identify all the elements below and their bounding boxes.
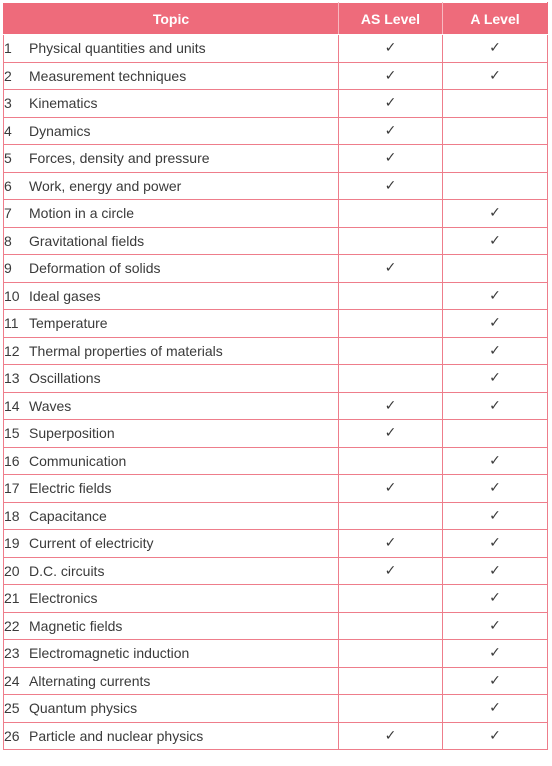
topic-number: 19 [4,535,20,552]
a-level-cell [443,227,548,255]
topic-number: 13 [4,370,20,387]
a-level-cell [443,145,548,173]
a-level-cell [443,640,548,668]
as-level-cell [339,62,443,90]
topic-number: 14 [4,397,20,414]
a-level-cell [443,585,548,613]
table-row [4,337,548,365]
as-level-cell [339,282,443,310]
topic-name: Oscillations [29,370,101,387]
topic-header: Topic [4,3,339,35]
a-level-cell [443,282,548,310]
topic-number: 21 [4,590,20,607]
topic-cell [4,475,339,503]
topic-number: 7 [4,205,12,222]
table-row [4,227,548,255]
topic-cell [4,282,339,310]
topic-name: Magnetic fields [29,617,123,634]
as-level-cell [339,365,443,393]
a-level-cell [443,117,548,145]
table-row [4,447,548,475]
table-row [4,585,548,613]
table-row [4,557,548,585]
as-level-cell [339,585,443,613]
topic-cell [4,255,339,283]
topic-cell [4,172,339,200]
checkmark-icon: ✓ [384,480,397,497]
topic-cell [4,502,339,530]
as-level-cell [339,310,443,338]
a-level-cell [443,530,548,558]
topic-number: 20 [4,562,20,579]
table-row [4,145,548,173]
table-row [4,722,548,750]
topic-name: Physical quantities and units [29,40,206,57]
table-row [4,35,548,63]
topic-cell [4,612,339,640]
topic-cell [4,667,339,695]
checkmark-icon: ✓ [384,260,397,277]
a-level-cell [443,62,548,90]
a-level-cell [443,90,548,118]
topic-number: 1 [4,40,12,57]
topic-cell [4,145,339,173]
checkmark-icon: ✓ [489,535,501,552]
checkmark-icon: ✓ [489,67,501,84]
topic-number: 11 [4,315,19,332]
a-level-cell [443,612,548,640]
checkmark-icon: ✓ [489,287,501,304]
checkmark-icon: ✓ [489,590,501,607]
topic-name: Alternating currents [29,672,151,689]
topic-number: 5 [4,150,12,167]
checkmark-icon: ✓ [489,397,501,414]
topic-name: Gravitational fields [29,232,145,249]
topic-cell [4,585,339,613]
as-level-cell [339,640,443,668]
a-level-cell [443,502,548,530]
topic-cell [4,62,339,90]
table-row [4,117,548,145]
as-level-cell [339,420,443,448]
as-level-cell [339,35,443,63]
topic-name: Electromagnetic induction [29,645,190,662]
table-row [4,612,548,640]
as-level-cell [339,227,443,255]
a-level-cell [443,557,548,585]
checkmark-icon: ✓ [384,150,397,167]
topic-name: Superposition [29,425,115,442]
checkmark-icon: ✓ [384,562,397,579]
topic-name: Current of electricity [29,535,154,552]
topic-number: 8 [4,232,12,249]
topic-name: Temperature [29,315,108,332]
as-level-cell [339,255,443,283]
a-level-cell [443,35,548,63]
checkmark-icon: ✓ [489,370,501,387]
topic-name: Motion in a circle [29,205,135,222]
a-level-cell [443,255,548,283]
as-level-cell [339,145,443,173]
as-level-cell [339,557,443,585]
topic-number: 22 [4,617,20,634]
checkmark-icon: ✓ [489,40,501,57]
topic-name: Capacitance [29,507,107,524]
checkmark-icon: ✓ [489,672,501,689]
a-level-cell [443,200,548,228]
as-level-cell [339,200,443,228]
table-body [4,35,548,750]
as-level-cell [339,530,443,558]
as-level-cell [339,117,443,145]
checkmark-icon: ✓ [489,342,501,359]
checkmark-icon: ✓ [384,95,397,112]
topics-table [3,2,548,750]
topic-name: Thermal properties of materials [29,342,223,359]
as-level-cell [339,475,443,503]
topic-number: 18 [4,507,20,524]
topic-cell [4,722,339,750]
topic-number: 12 [4,342,20,359]
table-row [4,200,548,228]
topic-number: 2 [4,67,12,84]
table-row [4,90,548,118]
table-row [4,667,548,695]
a-level-header: A Level [443,3,548,35]
topic-number: 6 [4,177,12,194]
a-level-cell [443,667,548,695]
checkmark-icon: ✓ [489,727,501,744]
checkmark-icon: ✓ [489,645,501,662]
topic-name: D.C. circuits [29,562,105,579]
table-row [4,62,548,90]
topic-number: 3 [4,95,12,112]
as-level-cell [339,722,443,750]
checkmark-icon: ✓ [384,397,397,414]
topic-number: 9 [4,260,12,277]
a-level-cell [443,475,548,503]
topic-name: Kinematics [29,95,98,112]
topic-number: 17 [4,480,20,497]
topic-cell [4,530,339,558]
topic-number: 25 [4,700,20,717]
checkmark-icon: ✓ [489,205,501,222]
topic-number: 15 [4,425,20,442]
topic-cell [4,35,339,63]
topic-number: 24 [4,672,20,689]
table-row [4,502,548,530]
table-row [4,365,548,393]
checkmark-icon: ✓ [489,315,501,332]
checkmark-icon: ✓ [384,535,397,552]
as-level-cell [339,667,443,695]
as-level-cell [339,695,443,723]
checkmark-icon: ✓ [384,727,397,744]
table-row [4,475,548,503]
table-row [4,640,548,668]
table-row [4,420,548,448]
topic-name: Quantum physics [29,700,138,717]
topic-cell [4,337,339,365]
as-level-cell [339,90,443,118]
checkmark-icon: ✓ [384,425,397,442]
topic-name: Electric fields [29,480,112,497]
topic-number: 4 [4,122,12,139]
checkmark-icon: ✓ [489,232,501,249]
table-row [4,172,548,200]
as-level-cell [339,392,443,420]
as-level-cell [339,502,443,530]
checkmark-icon: ✓ [489,507,501,524]
topic-number: 16 [4,452,20,469]
checkmark-icon: ✓ [384,177,397,194]
header-row [4,3,548,35]
a-level-cell [443,392,548,420]
topic-cell [4,447,339,475]
topic-cell [4,695,339,723]
topic-name: Particle and nuclear physics [29,727,204,744]
a-level-cell [443,365,548,393]
topic-cell [4,117,339,145]
topic-cell [4,420,339,448]
as-level-header: AS Level [339,3,443,35]
checkmark-icon: ✓ [384,67,397,84]
topics-table-container [3,2,548,750]
topic-cell [4,90,339,118]
a-level-cell [443,695,548,723]
topic-name: Deformation of solids [29,260,161,277]
topic-name: Measurement techniques [29,67,187,84]
topic-number: 26 [4,727,20,744]
table-row [4,695,548,723]
table-row [4,530,548,558]
table-row [4,392,548,420]
topic-number: 10 [4,287,20,304]
topic-cell [4,227,339,255]
topic-name: Communication [29,452,127,469]
table-row [4,282,548,310]
as-level-cell [339,337,443,365]
topic-name: Dynamics [29,122,91,139]
checkmark-icon: ✓ [489,617,501,634]
a-level-cell [443,447,548,475]
a-level-cell [443,722,548,750]
table-row [4,310,548,338]
checkmark-icon: ✓ [489,452,501,469]
topic-cell [4,640,339,668]
as-level-cell [339,612,443,640]
a-level-cell [443,420,548,448]
topic-cell [4,310,339,338]
topic-name: Electronics [29,590,98,607]
table-row [4,255,548,283]
topic-name: Waves [29,397,72,414]
a-level-cell [443,337,548,365]
checkmark-icon: ✓ [384,40,397,57]
topic-cell [4,365,339,393]
checkmark-icon: ✓ [489,480,501,497]
topic-cell [4,392,339,420]
topic-cell [4,200,339,228]
as-level-cell [339,172,443,200]
topic-number: 23 [4,645,20,662]
topic-name: Work, energy and power [29,177,182,194]
a-level-cell [443,310,548,338]
as-level-cell [339,447,443,475]
checkmark-icon: ✓ [489,562,501,579]
topic-name: Forces, density and pressure [29,150,210,167]
topic-name: Ideal gases [29,287,101,304]
checkmark-icon: ✓ [384,122,397,139]
topic-cell [4,557,339,585]
checkmark-icon: ✓ [489,700,501,717]
a-level-cell [443,172,548,200]
